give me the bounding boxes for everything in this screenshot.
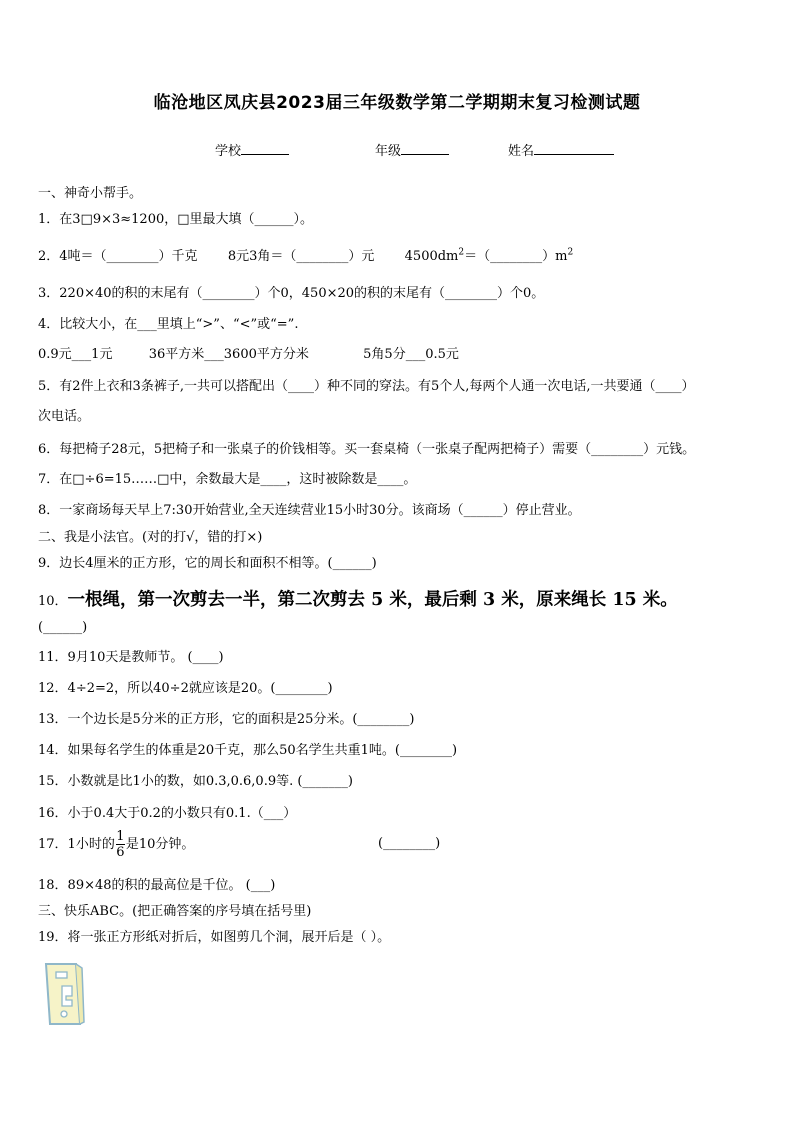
- section-1-heading: 一、神奇小帮手。: [38, 186, 143, 201]
- question-5-line-1: 5．有2件上衣和3条裤子,一共可以搭配出（____）种不同的穿法。有5个人,每两个人通一次电话,一共要通（____）: [38, 379, 695, 394]
- question-18: 18．89×48的积的最高位是千位。 (___): [38, 878, 276, 893]
- question-9: 9．边长4厘米的正方形，它的周长和面积不相等。(______): [38, 556, 377, 571]
- question-8: 8．一家商场每天早上7:30开始营业,全天连续营业15小时30分。该商场（______）停止营业。: [38, 503, 581, 518]
- question-2-part-b: 8元3角＝（________）元: [227, 249, 375, 264]
- question-3: 3．220×40的积的末尾有（________）个0，450×20的积的末尾有（________）个0。: [38, 286, 545, 301]
- question-2: [38, 245, 573, 264]
- question-2-part-c-text: 4500dm: [404, 249, 459, 264]
- question-4-item-b: 36平方米___3600平方分米: [148, 347, 309, 362]
- fraction-numerator: 1: [116, 829, 125, 844]
- one-sixth-fraction: [116, 829, 125, 860]
- question-17-post: 是10分钟。: [125, 837, 195, 852]
- question-2-part-c: [405, 249, 574, 264]
- grade-label: 年级: [375, 144, 402, 159]
- question-4-items: [38, 343, 459, 362]
- question-19: 19．将一张正方形纸对折后，如图剪几个洞，展开后是（ ）。: [38, 930, 391, 945]
- section-3-heading: 三、快乐ABC。(把正确答案的序号填在括号里): [38, 904, 312, 919]
- question-11: 11．9月10天是教师节。 (____): [38, 650, 224, 665]
- question-5-line-2: 次电话。: [38, 409, 91, 424]
- question-17-pre: 17．1小时的: [38, 837, 115, 852]
- school-label: 学校: [215, 144, 242, 159]
- question-10-text: 一根绳，第一次剪去一半，第二次剪去 5 米，最后剩 3 米，原来绳长 15 米。: [67, 590, 678, 610]
- question-2-part-a: 2．4吨＝（________）千克: [38, 249, 198, 264]
- question-7: 7．在□÷6=15……□中，余数最大是____，这时被除数是____。: [38, 472, 417, 487]
- question-2-exponent: 2: [458, 247, 465, 258]
- name-blank[interactable]: [534, 141, 614, 155]
- question-10: [38, 586, 678, 611]
- question-15: 15．小数就是比1小的数，如0.3,0.6,0.9等. (_______): [38, 774, 354, 789]
- question-1: 1．在3□9×3≈1200，□里最大填（______）。: [38, 212, 314, 227]
- section-2-heading: 二、我是小法官。(对的打√，错的打×): [38, 530, 263, 545]
- school-field[interactable]: [215, 140, 289, 159]
- question-2-part-c-unit: ＝（________）m: [464, 249, 568, 264]
- fraction-denominator: 6: [116, 845, 125, 860]
- question-12: 12．4÷2=2，所以40÷2就应该是20。(________): [38, 681, 333, 696]
- folded-paper-figure: [42, 960, 86, 1028]
- question-4-item-a: 0.9元___1元: [38, 347, 113, 362]
- question-4-item-c: 5角5分___0.5元: [363, 347, 459, 362]
- name-label: 姓名: [508, 144, 535, 159]
- question-10-blank: (______): [38, 620, 88, 635]
- question-2-exponent-2: 2: [567, 247, 574, 258]
- question-6: 6．每把椅子28元，5把椅子和一张桌子的价钱相等。买一套桌椅（一张桌子配两把椅子）需要（________）元钱。: [38, 442, 696, 457]
- question-16: 16．小于0.4大于0.2的小数只有0.1.（___）: [38, 806, 297, 821]
- school-blank[interactable]: [241, 141, 289, 155]
- question-14: 14．如果每名学生的体重是20千克，那么50名学生共重1吨。(________): [38, 743, 458, 758]
- grade-field[interactable]: [375, 140, 449, 159]
- question-17: [38, 829, 194, 860]
- question-4: 4．比较大小，在___里填上“>”、“<”或“=”.: [38, 317, 299, 332]
- page-title: 临沧地区凤庆县2023届三年级数学第二学期期末复习检测试题: [153, 93, 641, 113]
- question-13: 13．一个边长是5分米的正方形，它的面积是25分米。(________): [38, 712, 415, 727]
- name-field[interactable]: [508, 140, 614, 159]
- question-10-number: 10．: [38, 594, 68, 609]
- question-17-blank: (________): [378, 836, 441, 851]
- grade-blank[interactable]: [401, 141, 449, 155]
